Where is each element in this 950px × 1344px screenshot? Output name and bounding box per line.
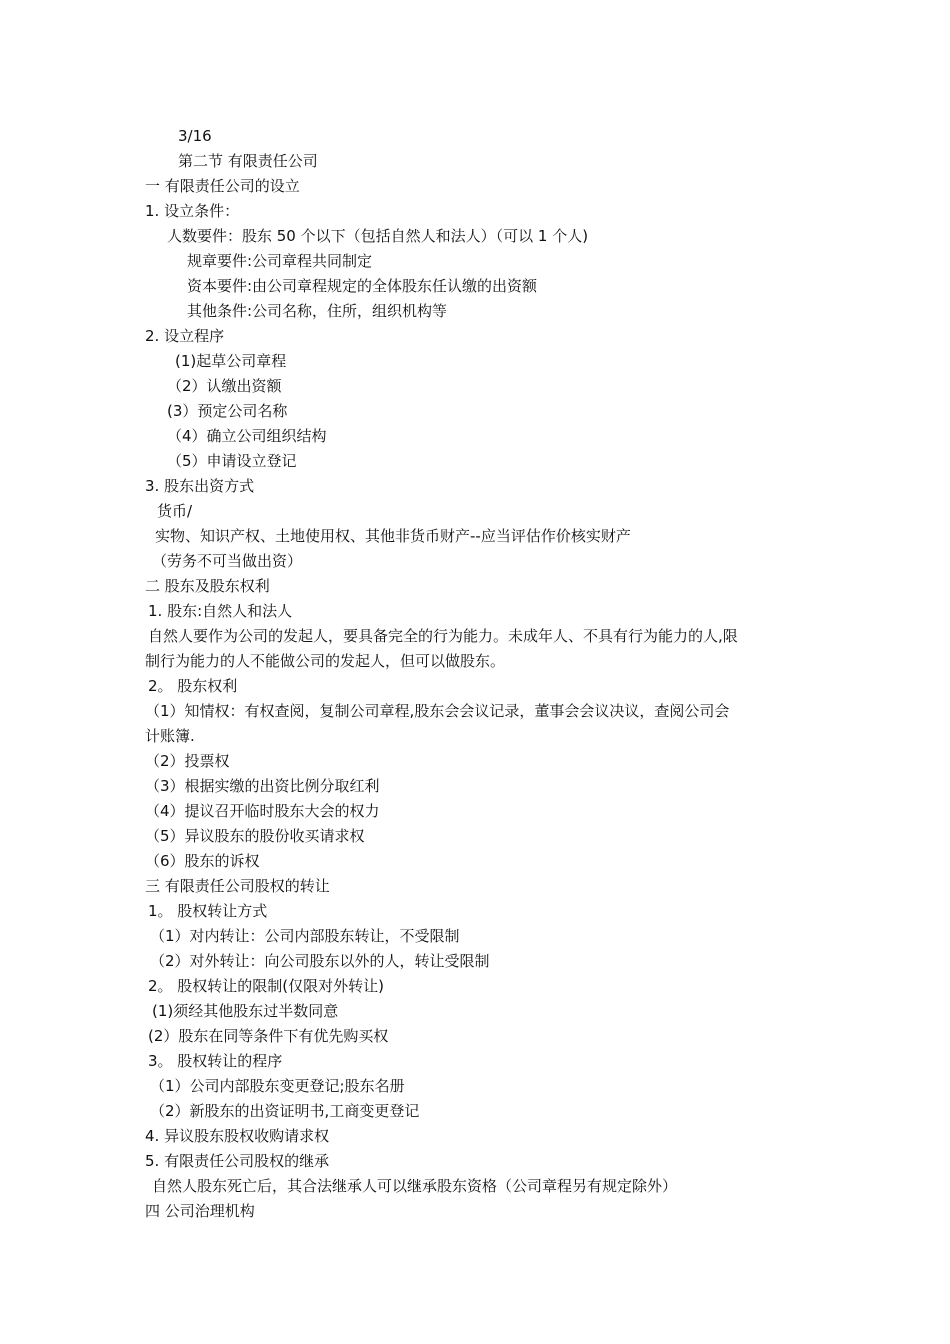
heading-governance: 四 公司治理机构 <box>145 1202 255 1220</box>
list-item: (3）预定公司名称 <box>167 402 288 420</box>
list-item: （3）根据实缴的出资比例分取红利 <box>145 777 380 795</box>
subheading-procedure: 2. 设立程序 <box>145 327 225 345</box>
list-item: （6）股东的诉权 <box>145 852 260 870</box>
text-line: 其他条件:公司名称，住所，组织机构等 <box>187 302 448 320</box>
list-item: （2）对外转让：向公司股东以外的人，转让受限制 <box>150 952 490 970</box>
list-item: （2）认缴出资额 <box>167 377 282 395</box>
paragraph-line: 制行为能力的人不能做公司的发起人，但可以做股东。 <box>145 652 506 670</box>
list-item: （1）公司内部股东变更登记;股东名册 <box>150 1077 405 1095</box>
subheading-transfer-limits: 2。 股权转让的限制(仅限对外转让) <box>148 977 385 995</box>
list-item: (1)起草公司章程 <box>175 352 287 370</box>
text-line: 货币/ <box>157 502 193 520</box>
subheading-shareholder: 1. 股东:自然人和法人 <box>148 602 293 620</box>
heading-establishment: 一 有限责任公司的设立 <box>145 177 300 195</box>
subheading-rights: 2。 股东权利 <box>148 677 238 695</box>
list-item: (1)须经其他股东过半数同意 <box>152 1002 339 1020</box>
text-line: 人数要件：股东 50 个以下（包括自然人和法人）（可以 1 个人) <box>167 227 589 245</box>
paragraph-line: 自然人要作为公司的发起人，要具备完全的行为能力。未成年人、不具有行为能力的人,限 <box>148 627 738 645</box>
text-line: 自然人股东死亡后，其合法继承人可以继承股东资格（公司章程另有规定除外） <box>152 1177 678 1195</box>
page-number: 3/16 <box>178 127 212 145</box>
text-line: 规章要件:公司章程共同制定 <box>187 252 373 270</box>
subheading-transfer-method: 1。 股权转让方式 <box>148 902 268 920</box>
list-item: (2）股东在同等条件下有优先购买权 <box>148 1027 389 1045</box>
list-item: （5）申请设立登记 <box>167 452 297 470</box>
subheading-inheritance: 5. 有限责任公司股权的继承 <box>145 1152 330 1170</box>
text-line: （劳务不可当做出资） <box>152 552 303 570</box>
text-line: 资本要件:由公司章程规定的全体股东任认缴的出资额 <box>187 277 538 295</box>
list-item-continued: 计账簿. <box>145 727 195 745</box>
subheading-conditions: 1. 设立条件： <box>145 202 240 220</box>
list-item: （1）对内转让：公司内部股东转让，不受限制 <box>150 927 460 945</box>
list-item: （4）确立公司组织结构 <box>167 427 327 445</box>
subheading-dissent: 4. 异议股东股权收购请求权 <box>145 1127 330 1145</box>
list-item: （2）投票权 <box>145 752 230 770</box>
list-item: （2）新股东的出资证明书,工商变更登记 <box>150 1102 420 1120</box>
heading-shareholders: 二 股东及股东权利 <box>145 577 270 595</box>
subheading-contribution: 3. 股东出资方式 <box>145 477 255 495</box>
list-item: （1）知情权：有权查阅，复制公司章程,股东会会议记录，董事会会议决议，查阅公司会 <box>145 702 730 720</box>
list-item: （5）异议股东的股份收买请求权 <box>145 827 365 845</box>
section-title: 第二节 有限责任公司 <box>178 152 318 170</box>
list-item: （4）提议召开临时股东大会的权力 <box>145 802 380 820</box>
text-line: 实物、知识产权、土地使用权、其他非货币财产--应当评估作价核实财产 <box>155 527 631 545</box>
subheading-transfer-procedure: 3。 股权转让的程序 <box>148 1052 283 1070</box>
heading-transfer: 三 有限责任公司股权的转让 <box>145 877 330 895</box>
